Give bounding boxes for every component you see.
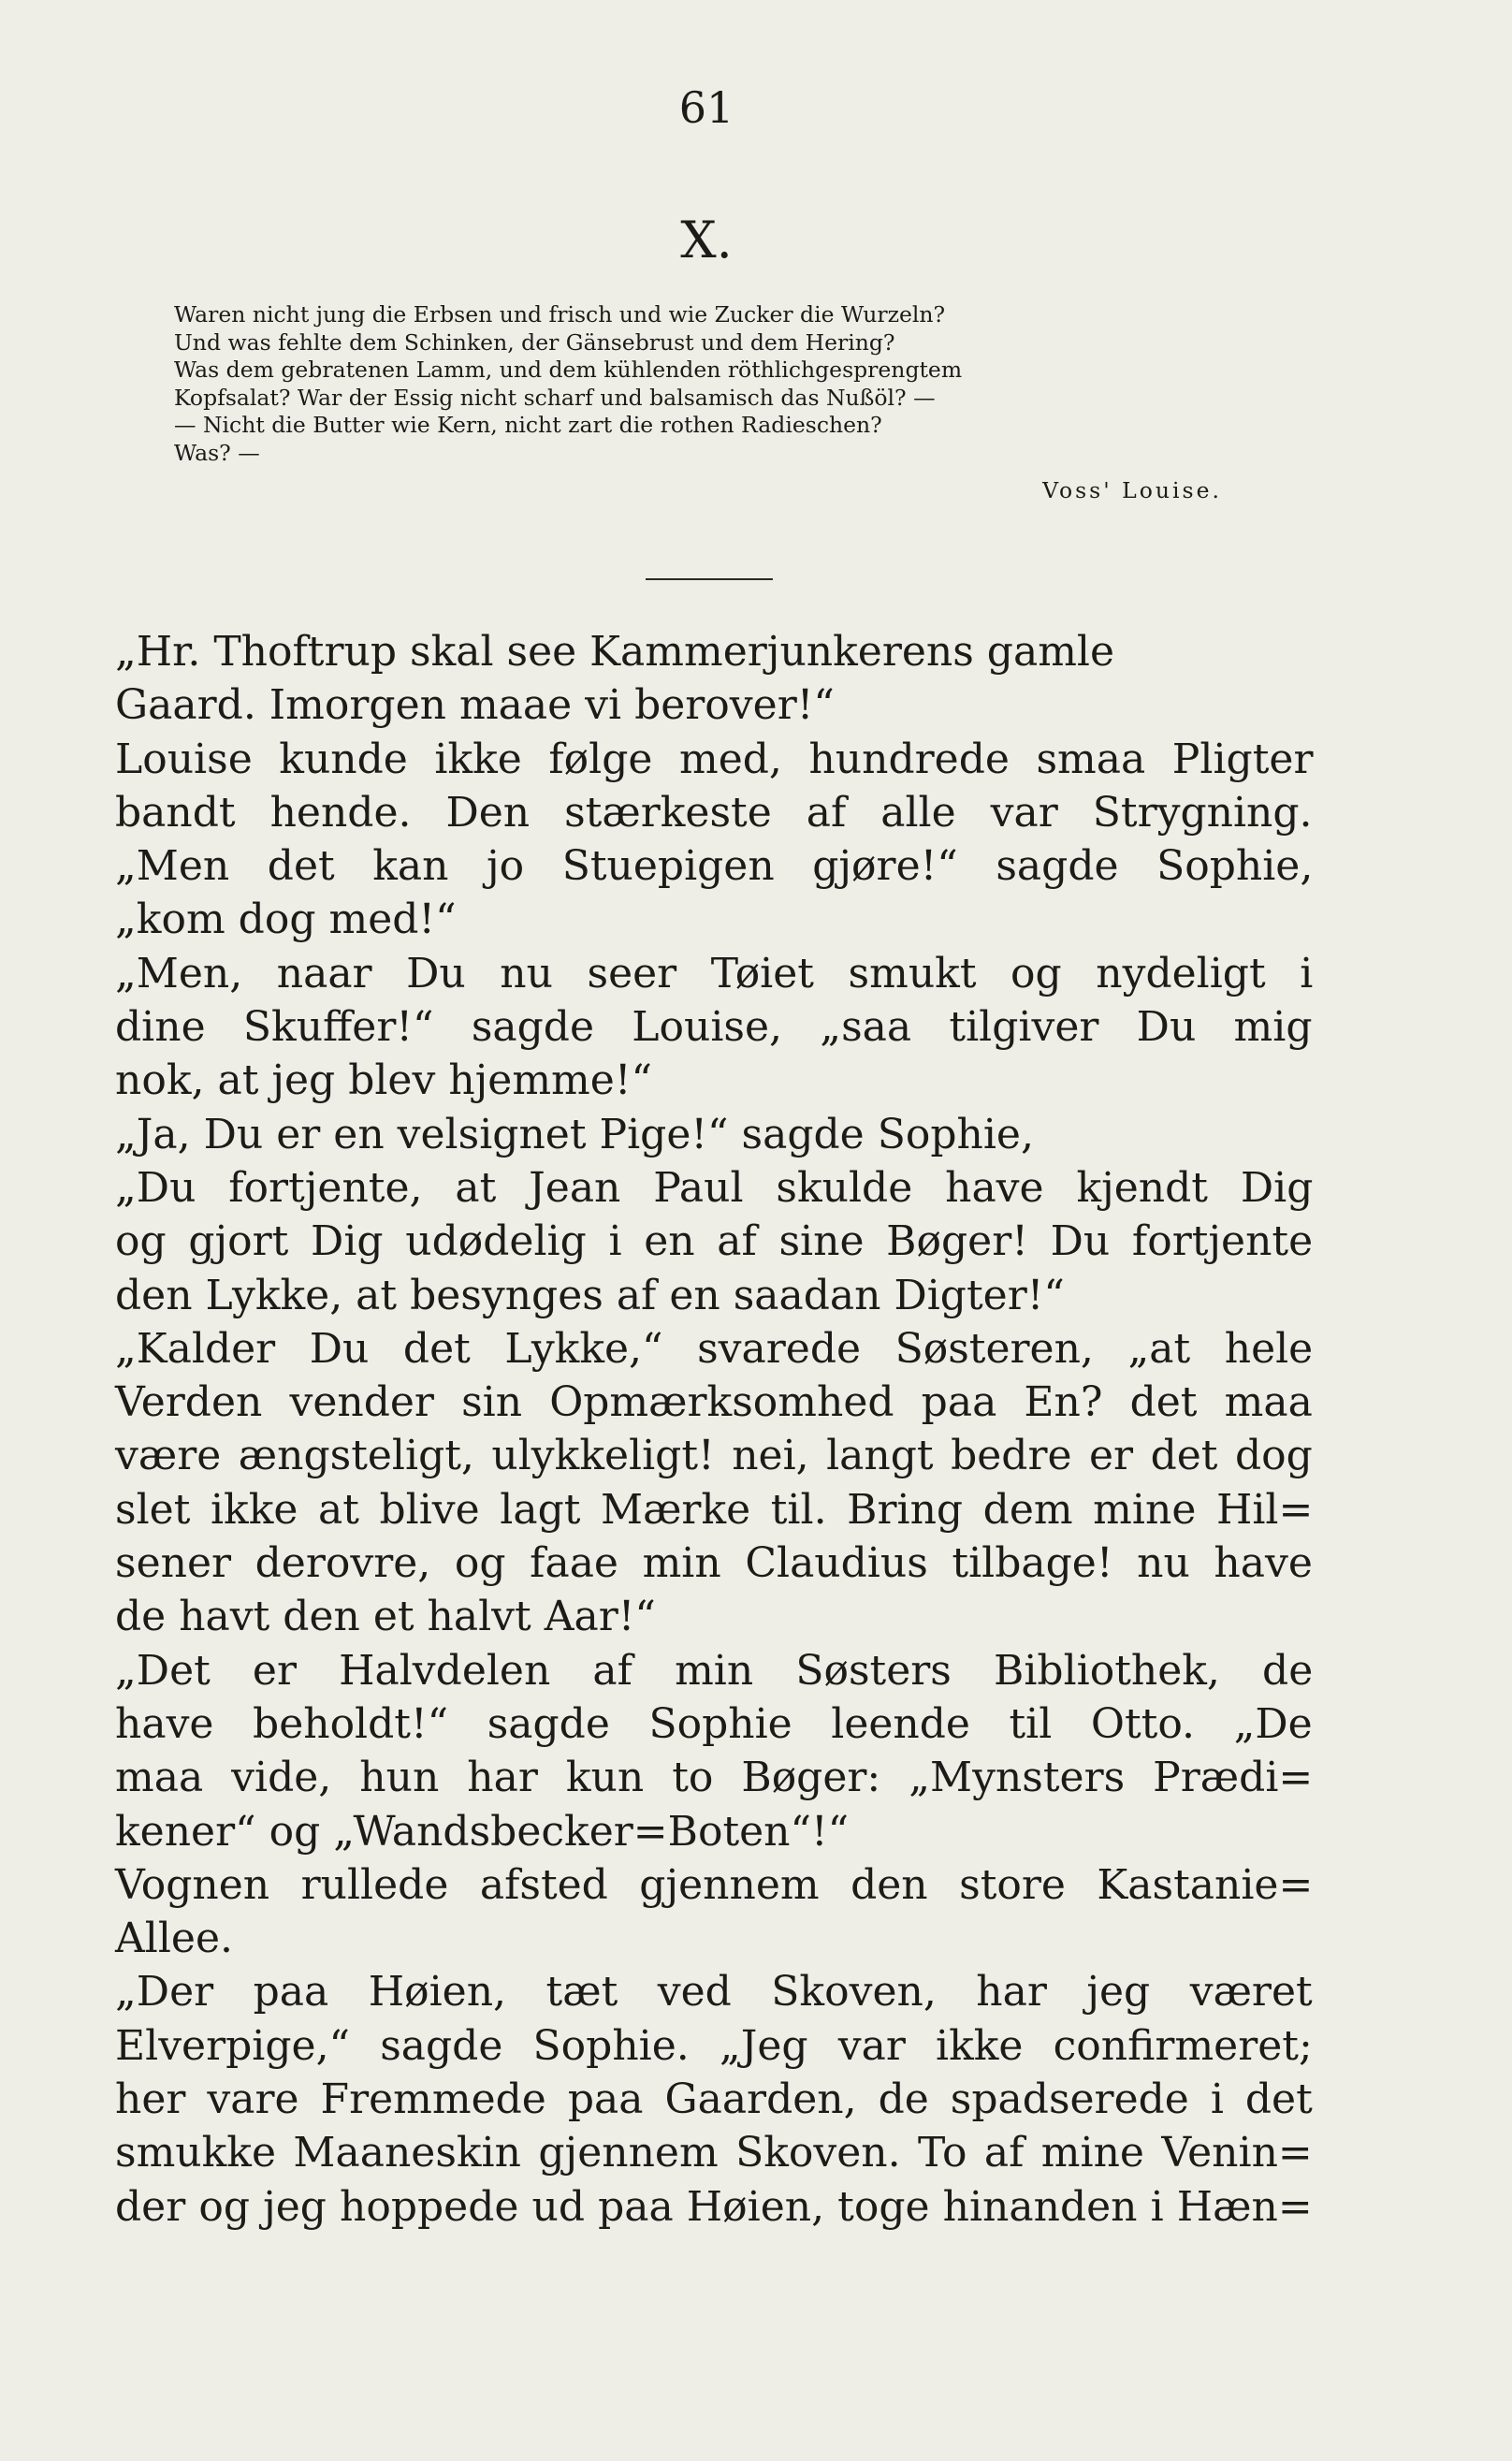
epigraph-line: — Nicht die Butter wie Kern, nicht zart die rothen Radieschen? bbox=[174, 412, 882, 439]
text-line: nok, at jeg blev hjemme!“ bbox=[115, 1056, 652, 1105]
text-line: „Der paa Høien, tæt ved Skoven, har jeg været bbox=[115, 1968, 1313, 2017]
epigraph-line: Was dem gebratenen Lamm, und dem kühlenden röthlichgesprengtem bbox=[174, 357, 963, 384]
text-line: den Lykke, at besynges af en saadan Digter!“ bbox=[115, 1271, 1065, 1319]
text-line: slet ikke at blive lagt Mærke til. Bring dem mine Hil= bbox=[115, 1485, 1314, 1534]
text-line: dine Skuffer!“ sagde Louise, „saa tilgiver Du mig bbox=[115, 1003, 1313, 1052]
epigraph-attribution: Voss' Louise. bbox=[1042, 476, 1222, 503]
text-line: maa vide, hun har kun to Bøger: „Mynsters Prædi= bbox=[115, 1754, 1314, 1802]
text-line: de havt den et halvt Aar!“ bbox=[115, 1593, 656, 1641]
text-line: Gaard. Imorgen maae vi berover!“ bbox=[115, 681, 835, 730]
epigraph-line: Kopfsalat? War der Essig nicht scharf und balsamisch das Nußöl? — bbox=[174, 384, 936, 411]
epigraph-line: Und was fehlte dem Schinken, der Gänsebrust und dem Hering? bbox=[174, 328, 895, 356]
chapter-heading: X. bbox=[680, 211, 733, 269]
text-line: Verden vender sin Opmærksomhed paa En? det maa bbox=[115, 1378, 1313, 1427]
text-line: være ængsteligt, ulykkeligt! nei, langt bedre er det dog bbox=[115, 1432, 1313, 1480]
body-text bbox=[115, 625, 1313, 2234]
text-line: og gjort Dig udødelig i en af sine Bøger! Du fortjente bbox=[115, 1217, 1314, 1266]
text-line: kener“ og „Wandsbecker=Boten“!“ bbox=[115, 1807, 850, 1856]
epigraph bbox=[174, 301, 1222, 504]
text-line: „Ja, Du er en velsignet Pige!“ sagde Sophie, bbox=[115, 1110, 1034, 1158]
section-divider bbox=[646, 578, 773, 580]
text-line: Vognen rullede afsted gjennem den store Kastanie= bbox=[115, 1860, 1314, 1909]
text-line: „Kalder Du det Lykke,“ svarede Søsteren, „at hele bbox=[115, 1324, 1314, 1373]
text-line: Allee. bbox=[115, 1915, 233, 1963]
text-line: bandt hende. Den stærkeste af alle var Strygning. bbox=[115, 788, 1313, 837]
text-line: „Hr. Thoftrup skal see Kammerjunkerens gamle bbox=[115, 628, 1115, 676]
text-line: sener derovre, og faae min Claudius tilbage! nu have bbox=[115, 1539, 1313, 1588]
text-line: „Det er Halvdelen af min Søsters Bibliothek, de bbox=[115, 1646, 1314, 1695]
epigraph-line: Waren nicht jung die Erbsen und frisch und wie Zucker die Wurzeln? bbox=[174, 301, 946, 328]
text-line: der og jeg hoppede ud paa Høien, toge hinanden i Hæn= bbox=[115, 2182, 1313, 2231]
text-line: have beholdt!“ sagde Sophie leende til Otto. „De bbox=[115, 1699, 1313, 1748]
text-line: Louise kunde ikke følge med, hundrede smaa Pligter bbox=[115, 735, 1314, 783]
text-line: „Men, naar Du nu seer Tøiet smukt og nydeligt i bbox=[115, 949, 1314, 998]
text-line: „kom dog med!“ bbox=[115, 896, 457, 944]
page-number: 61 bbox=[678, 82, 734, 133]
text-line: her vare Fremmede paa Gaarden, de spadserede i det bbox=[115, 2075, 1313, 2124]
text-line: smukke Maaneskin gjennem Skoven. To af mine Venin= bbox=[115, 2129, 1313, 2177]
text-line: Elverpige,“ sagde Sophie. „Jeg var ikke confirmeret; bbox=[115, 2021, 1313, 2070]
text-line: „Du fortjente, at Jean Paul skulde have kjendt Dig bbox=[115, 1163, 1314, 1212]
epigraph-line: Was? — bbox=[174, 439, 260, 466]
text-line: „Men det kan jo Stuepigen gjøre!“ sagde Sophie, bbox=[115, 842, 1314, 891]
